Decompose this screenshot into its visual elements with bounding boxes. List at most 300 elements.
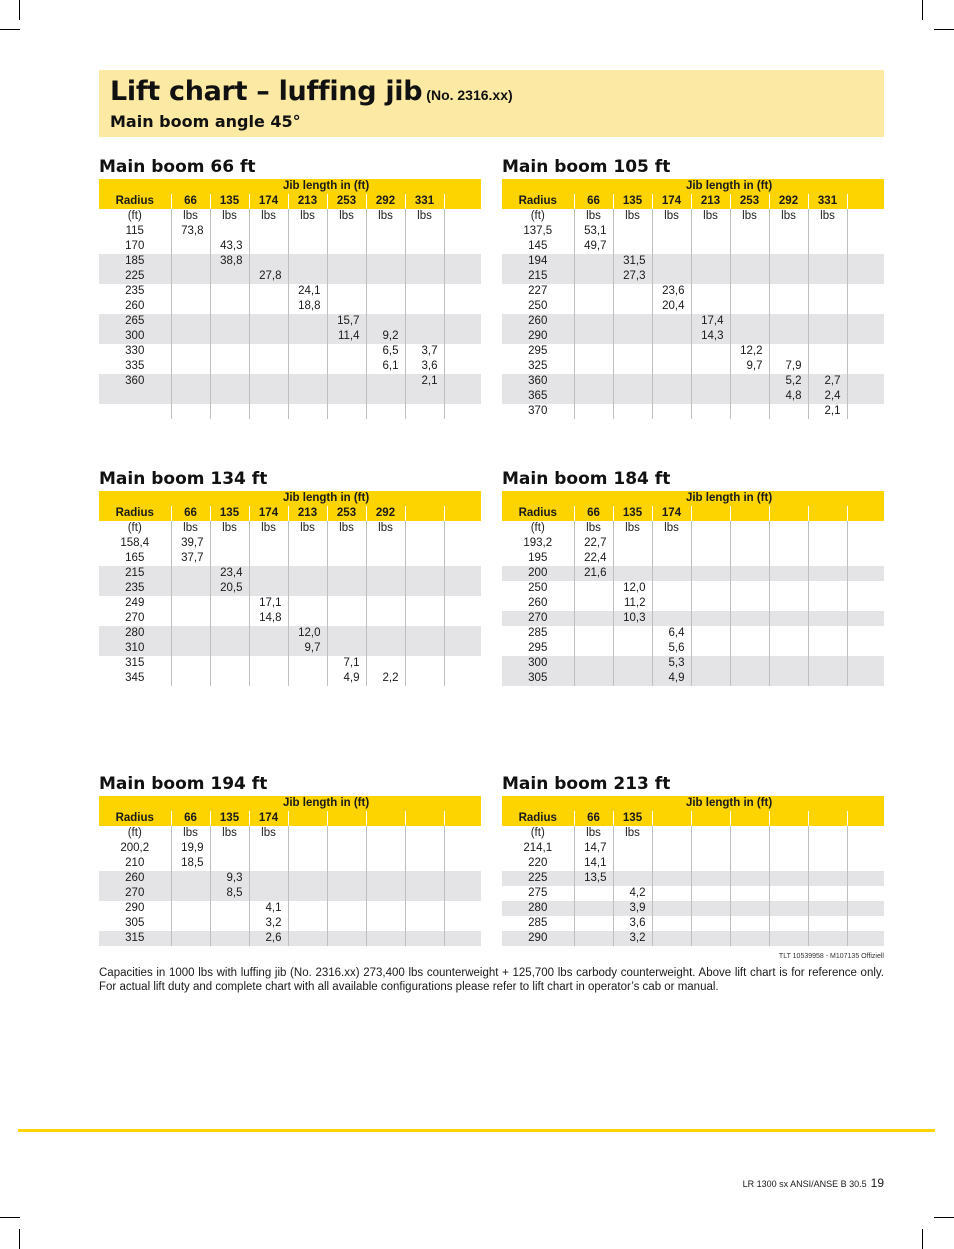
capacity-cell: [613, 299, 652, 314]
unit-cell: [730, 521, 769, 536]
capacity-cell: [847, 329, 884, 344]
capacity-cell: [769, 671, 808, 686]
table-row: [99, 284, 481, 299]
capacity-cell: [249, 566, 288, 581]
capacity-cell: 2,1: [808, 404, 847, 419]
capacity-cell: [769, 871, 808, 886]
radius-cell: 335: [99, 359, 171, 374]
radius-cell: 290: [502, 329, 574, 344]
capacity-cell: [691, 269, 730, 284]
capacity-cell: [730, 611, 769, 626]
capacity-cell: 21,6: [574, 566, 613, 581]
jib-column-header: 213: [288, 506, 327, 521]
table-row: [502, 581, 884, 596]
radius-cell: 300: [502, 656, 574, 671]
capacity-cell: [613, 566, 652, 581]
crop-mark: [922, 0, 923, 20]
capacity-cell: [288, 656, 327, 671]
capacity-cell: [652, 916, 691, 931]
jib-column-header: 135: [210, 811, 249, 826]
jib-column-header: 135: [613, 194, 652, 209]
capacity-cell: [366, 566, 405, 581]
capacity-cell: [249, 871, 288, 886]
capacity-cell: [808, 299, 847, 314]
radius-cell: 305: [99, 916, 171, 931]
table-row: [99, 656, 481, 671]
capacity-cell: [691, 389, 730, 404]
crop-mark: [0, 29, 20, 30]
capacity-cell: [652, 931, 691, 946]
capacity-cell: [288, 329, 327, 344]
capacity-cell: [366, 641, 405, 656]
radius-cell: 200,2: [99, 841, 171, 856]
radius-cell: 295: [502, 641, 574, 656]
capacity-cell: [249, 329, 288, 344]
table-row: [99, 886, 481, 901]
capacity-cell: [730, 224, 769, 239]
crop-mark: [934, 1217, 954, 1218]
table-row: [99, 566, 481, 581]
capacity-cell: [249, 551, 288, 566]
capacity-cell: 3,2: [249, 916, 288, 931]
table-row: [502, 626, 884, 641]
capacity-cell: [444, 269, 481, 284]
capacity-cell: [574, 329, 613, 344]
capacity-cell: [613, 329, 652, 344]
page-title: [110, 76, 513, 107]
jib-column-header: 292: [769, 194, 808, 209]
capacity-cell: [210, 641, 249, 656]
lift-table: [502, 179, 884, 419]
capacity-cell: [249, 856, 288, 871]
capacity-cell: [210, 656, 249, 671]
table-row: [99, 224, 481, 239]
capacity-cell: [847, 254, 884, 269]
capacity-cell: [691, 359, 730, 374]
radius-header: Radius: [99, 506, 171, 521]
capacity-cell: [691, 871, 730, 886]
capacity-cell: [210, 404, 249, 419]
capacity-cell: [574, 284, 613, 299]
crop-mark: [0, 1217, 20, 1218]
table-row: [99, 329, 481, 344]
capacity-cell: [730, 626, 769, 641]
radius-cell: 370: [502, 404, 574, 419]
table-row: [99, 931, 481, 946]
jib-column-header: [808, 506, 847, 521]
capacity-cell: 5,2: [769, 374, 808, 389]
table-row: [502, 596, 884, 611]
capacity-cell: [171, 871, 210, 886]
capacity-cell: [691, 254, 730, 269]
capacity-cell: [288, 856, 327, 871]
capacity-cell: [171, 611, 210, 626]
capacity-cell: 6,1: [366, 359, 405, 374]
radius-cell: 315: [99, 931, 171, 946]
radius-cell: 145: [502, 239, 574, 254]
unit-cell: lbs: [652, 209, 691, 224]
radius-cell: 137,5: [502, 224, 574, 239]
capacity-cell: [210, 284, 249, 299]
capacity-cell: [652, 551, 691, 566]
radius-cell: 115: [99, 224, 171, 239]
radius-cell: 214,1: [502, 841, 574, 856]
header-blank-cell: [99, 179, 171, 194]
capacity-cell: 20,5: [210, 581, 249, 596]
capacity-cell: [574, 886, 613, 901]
capacity-cell: [652, 374, 691, 389]
capacity-cell: [808, 284, 847, 299]
page-footer: [743, 1176, 884, 1190]
capacity-cell: [249, 656, 288, 671]
capacity-cell: [405, 671, 444, 686]
capacity-cell: 53,1: [574, 224, 613, 239]
capacity-cell: [288, 269, 327, 284]
capacity-cell: [366, 551, 405, 566]
capacity-cell: [730, 581, 769, 596]
unit-cell: lbs: [691, 209, 730, 224]
capacity-cell: [730, 389, 769, 404]
capacity-cell: [769, 841, 808, 856]
capacity-cell: [847, 404, 884, 419]
jib-column-header: 174: [249, 811, 288, 826]
crop-mark: [934, 29, 954, 30]
capacity-cell: 2,2: [366, 671, 405, 686]
capacity-cell: [405, 641, 444, 656]
capacity-cell: 12,2: [730, 344, 769, 359]
capacity-cell: 12,0: [288, 626, 327, 641]
radius-cell: 193,2: [502, 536, 574, 551]
capacity-cell: 5,3: [652, 656, 691, 671]
table-row: [99, 299, 481, 314]
capacity-cell: [249, 299, 288, 314]
capacity-cell: [574, 389, 613, 404]
capacity-cell: [288, 389, 327, 404]
capacity-cell: [769, 611, 808, 626]
unit-cell: lbs: [574, 521, 613, 536]
capacity-cell: [691, 344, 730, 359]
radius-cell: 295: [502, 344, 574, 359]
capacity-cell: 4,1: [249, 901, 288, 916]
table-row: [502, 254, 884, 269]
capacity-cell: [366, 284, 405, 299]
capacity-cell: [730, 314, 769, 329]
capacity-cell: [366, 389, 405, 404]
capacity-cell: [366, 626, 405, 641]
unit-cell: lbs: [405, 209, 444, 224]
capacity-cell: [444, 374, 481, 389]
capacity-cell: [769, 254, 808, 269]
capacity-cell: [769, 916, 808, 931]
table-row: [99, 856, 481, 871]
capacity-cell: [691, 916, 730, 931]
capacity-cell: [327, 611, 366, 626]
unit-cell: lbs: [171, 209, 210, 224]
capacity-cell: [730, 254, 769, 269]
capacity-cell: [847, 886, 884, 901]
capacity-cell: [327, 284, 366, 299]
capacity-cell: [769, 536, 808, 551]
capacity-cell: [444, 901, 481, 916]
radius-cell: 227: [502, 284, 574, 299]
footer-rule: [18, 1129, 935, 1132]
capacity-cell: [210, 314, 249, 329]
capacity-cell: [730, 374, 769, 389]
capacity-cell: [366, 856, 405, 871]
jib-column-header: 66: [171, 811, 210, 826]
capacity-cell: [574, 931, 613, 946]
capacity-cell: [366, 931, 405, 946]
capacity-cell: [808, 239, 847, 254]
jib-column-header: [808, 811, 847, 826]
capacity-cell: [808, 841, 847, 856]
capacity-cell: [249, 641, 288, 656]
capacity-cell: [444, 551, 481, 566]
radius-cell: 194: [502, 254, 574, 269]
capacity-cell: [847, 596, 884, 611]
capacity-cell: [652, 389, 691, 404]
capacity-cell: [366, 871, 405, 886]
capacity-cell: [366, 596, 405, 611]
table-row: [99, 389, 481, 404]
capacity-cell: [769, 901, 808, 916]
capacity-cell: [210, 931, 249, 946]
table-title: Main boom 213 ft: [502, 774, 671, 794]
capacity-cell: [249, 239, 288, 254]
radius-header: Radius: [99, 811, 171, 826]
capacity-cell: [808, 931, 847, 946]
capacity-cell: [691, 284, 730, 299]
capacity-cell: [249, 359, 288, 374]
jib-column-header: 331: [405, 194, 444, 209]
radius-cell: 365: [502, 389, 574, 404]
radius-cell: 210: [99, 856, 171, 871]
table-row: [99, 314, 481, 329]
capacity-cell: [808, 359, 847, 374]
capacity-cell: [652, 314, 691, 329]
capacity-cell: [808, 656, 847, 671]
capacity-cell: [769, 344, 808, 359]
capacity-cell: [327, 856, 366, 871]
capacity-cell: [847, 641, 884, 656]
capacity-cell: [652, 871, 691, 886]
capacity-cell: [691, 299, 730, 314]
unit-cell: lbs: [249, 209, 288, 224]
page-number: 19: [870, 1176, 884, 1190]
capacity-cell: [808, 254, 847, 269]
unit-cell: (ft): [99, 521, 171, 536]
capacity-cell: 9,3: [210, 871, 249, 886]
unit-cell: lbs: [171, 826, 210, 841]
capacity-cell: [730, 329, 769, 344]
radius-header: Radius: [502, 506, 574, 521]
capacity-cell: [730, 841, 769, 856]
lift-table-section: [99, 468, 481, 686]
lift-table-section: [502, 773, 884, 946]
capacity-cell: [652, 224, 691, 239]
lift-table-section: [99, 773, 481, 946]
capacity-cell: 3,6: [613, 916, 652, 931]
capacity-cell: [574, 611, 613, 626]
capacity-cell: [444, 611, 481, 626]
jib-column-header: 213: [691, 194, 730, 209]
capacity-cell: [366, 841, 405, 856]
capacity-cell: [405, 581, 444, 596]
capacity-cell: [730, 536, 769, 551]
capacity-cell: [405, 656, 444, 671]
capacity-cell: [574, 299, 613, 314]
capacity-cell: [444, 931, 481, 946]
radius-cell: 215: [502, 269, 574, 284]
table-row: [99, 841, 481, 856]
capacity-cell: [288, 596, 327, 611]
capacity-cell: [171, 329, 210, 344]
capacity-cell: [171, 314, 210, 329]
radius-cell: 215: [99, 566, 171, 581]
capacity-cell: [613, 404, 652, 419]
radius-cell: 200: [502, 566, 574, 581]
capacity-cell: [444, 916, 481, 931]
unit-cell: (ft): [99, 826, 171, 841]
capacity-cell: [210, 901, 249, 916]
capacity-cell: [210, 359, 249, 374]
capacity-cell: [327, 536, 366, 551]
page-title-text: Lift chart – luffing jib: [110, 76, 423, 107]
capacity-cell: [574, 581, 613, 596]
jib-column-header: [288, 811, 327, 826]
capacity-cell: 4,8: [769, 389, 808, 404]
capacity-cell: [808, 269, 847, 284]
capacity-cell: 49,7: [574, 239, 613, 254]
capacity-cell: [288, 671, 327, 686]
capacity-cell: [366, 656, 405, 671]
capacity-cell: [808, 596, 847, 611]
unit-cell: lbs: [574, 826, 613, 841]
capacity-cell: [405, 856, 444, 871]
capacity-cell: [691, 626, 730, 641]
capacity-cell: [210, 841, 249, 856]
table-row: [502, 671, 884, 686]
capacity-cell: [444, 239, 481, 254]
capacity-cell: [327, 871, 366, 886]
jib-column-header: 135: [210, 506, 249, 521]
capacity-cell: 3,9: [613, 901, 652, 916]
unit-cell: [847, 826, 884, 841]
capacity-cell: [210, 551, 249, 566]
jib-column-header: [691, 506, 730, 521]
capacity-cell: [847, 856, 884, 871]
capacity-cell: [444, 329, 481, 344]
radius-cell: 300: [99, 329, 171, 344]
capacity-cell: 14,1: [574, 856, 613, 871]
capacity-cell: [808, 551, 847, 566]
capacity-cell: [652, 269, 691, 284]
capacity-cell: [327, 931, 366, 946]
capacity-cell: [847, 314, 884, 329]
capacity-cell: [613, 314, 652, 329]
capacity-cell: [366, 886, 405, 901]
capacity-cell: [288, 566, 327, 581]
capacity-cell: [574, 344, 613, 359]
capacity-cell: [652, 841, 691, 856]
capacity-cell: [730, 566, 769, 581]
capacity-cell: [171, 916, 210, 931]
capacity-cell: 2,1: [405, 374, 444, 389]
table-row: [502, 886, 884, 901]
capacity-cell: [730, 901, 769, 916]
document-reference: TLT 10539958 - M107135 Offiziell: [778, 953, 884, 960]
radius-cell: 330: [99, 344, 171, 359]
capacity-cell: [366, 374, 405, 389]
unit-cell: [691, 826, 730, 841]
table-title: Main boom 66 ft: [99, 157, 256, 177]
capacity-cell: [574, 641, 613, 656]
capacity-cell: [249, 254, 288, 269]
unit-cell: [808, 521, 847, 536]
capacity-cell: [327, 389, 366, 404]
radius-cell: 325: [502, 359, 574, 374]
capacity-cell: [652, 254, 691, 269]
capacity-cell: [769, 224, 808, 239]
table-row: [99, 871, 481, 886]
capacity-cell: [210, 389, 249, 404]
unit-cell: [847, 521, 884, 536]
capacity-cell: [847, 344, 884, 359]
jib-column-header: 331: [808, 194, 847, 209]
table-row: [502, 566, 884, 581]
capacity-cell: [171, 404, 210, 419]
radius-cell: 270: [502, 611, 574, 626]
capacity-cell: [652, 329, 691, 344]
radius-cell: 315: [99, 656, 171, 671]
capacity-cell: [808, 329, 847, 344]
capacity-cell: 9,7: [730, 359, 769, 374]
capacity-cell: 3,7: [405, 344, 444, 359]
capacity-cell: [691, 931, 730, 946]
capacity-cell: [574, 374, 613, 389]
capacity-cell: [249, 224, 288, 239]
table-row: [99, 916, 481, 931]
capacity-cell: [288, 404, 327, 419]
capacity-cell: [808, 224, 847, 239]
capacity-cell: [691, 596, 730, 611]
radius-header: Radius: [502, 811, 574, 826]
capacity-cell: [444, 886, 481, 901]
radius-header: Radius: [502, 194, 574, 209]
capacity-cell: [288, 224, 327, 239]
capacity-cell: [288, 611, 327, 626]
capacity-cell: 18,5: [171, 856, 210, 871]
radius-cell: 170: [99, 239, 171, 254]
jib-length-header: Jib length in (ft): [574, 179, 884, 194]
capacity-cell: [288, 374, 327, 389]
jib-column-header: [366, 811, 405, 826]
capacity-cell: 38,8: [210, 254, 249, 269]
capacity-cell: 27,3: [613, 269, 652, 284]
unit-cell: [405, 521, 444, 536]
table-row: [502, 344, 884, 359]
capacity-cell: [847, 931, 884, 946]
capacity-cell: [405, 224, 444, 239]
table-row: [502, 656, 884, 671]
table-row: [99, 374, 481, 389]
capacity-cell: [691, 239, 730, 254]
capacity-cell: [847, 284, 884, 299]
unit-cell: [288, 826, 327, 841]
radius-cell: [99, 404, 171, 419]
radius-cell: 250: [502, 581, 574, 596]
jib-column-header: 213: [288, 194, 327, 209]
